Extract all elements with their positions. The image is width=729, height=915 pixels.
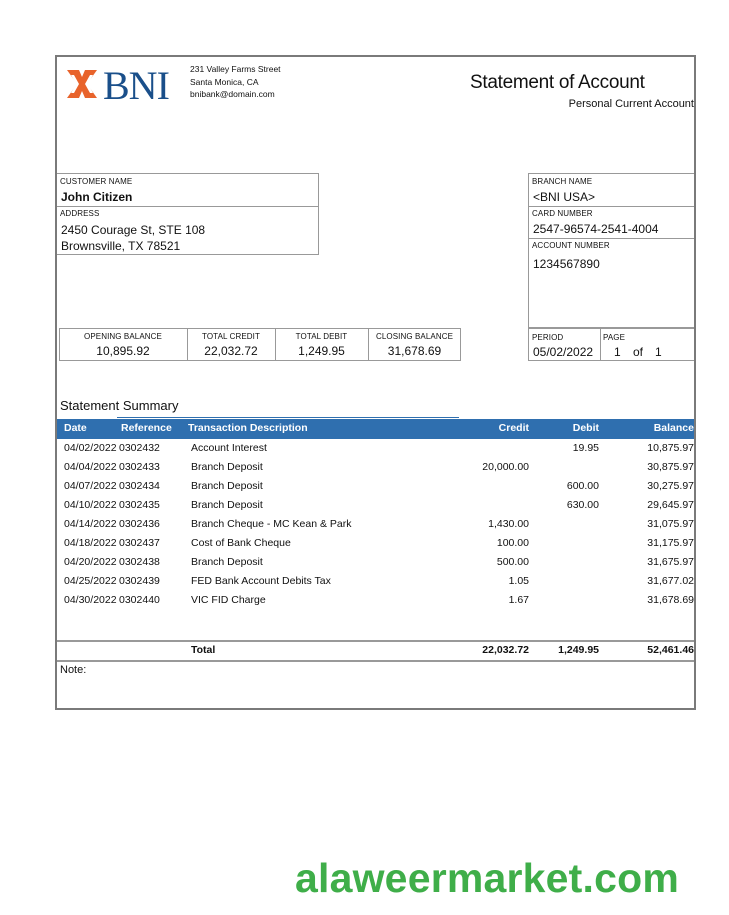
page-label: PAGE: [603, 333, 626, 342]
col-reference-header: Reference: [121, 422, 172, 434]
col-debit-header: Debit: [572, 422, 599, 434]
customer-name: John Citizen: [61, 190, 133, 204]
transactions-table-header: [57, 419, 694, 439]
row-date: 04/30/2022: [64, 594, 117, 606]
row-debit: 630.00: [566, 499, 599, 511]
total-balance-value: 52,461.46: [647, 644, 694, 656]
closing-balance-label: CLOSING BALANCE: [375, 332, 454, 341]
row-balance: 31,677.02: [647, 575, 694, 587]
total-debit-label: TOTAL DEBIT: [295, 332, 348, 341]
closing-balance: 31,678.69: [387, 344, 442, 358]
bni-logo-icon: [65, 67, 99, 101]
row-description: Branch Cheque - MC Kean & Park: [191, 518, 352, 530]
row-debit: 19.95: [572, 442, 599, 454]
row-balance: 31,678.69: [647, 594, 694, 606]
page-total: 1: [655, 345, 662, 359]
table-row: [57, 518, 694, 537]
row-reference: 0302435: [119, 499, 160, 511]
col-balance-header: Balance: [653, 422, 694, 434]
table-row: [57, 575, 694, 594]
row-balance: 10,875.97: [647, 442, 694, 454]
period-value: 05/02/2022: [533, 345, 594, 359]
row-reference: 0302438: [119, 556, 160, 568]
bank-address-line2: Santa Monica, CA: [190, 76, 259, 87]
row-debit: 600.00: [566, 480, 599, 492]
address-label: ADDRESS: [60, 209, 100, 218]
row-date: 04/20/2022: [64, 556, 117, 568]
note-label: Note:: [60, 664, 87, 676]
row-credit: 1.67: [508, 594, 529, 606]
page-current: 1: [614, 345, 621, 359]
card-number: 2547-96574-2541-4004: [533, 222, 659, 236]
row-credit: 1.05: [508, 575, 529, 587]
bank-email: bnibank@domain.com: [190, 89, 275, 99]
bank-address-line1: 231 Valley Farms Street: [190, 64, 281, 74]
account-number: 1234567890: [533, 257, 600, 271]
row-date: 04/25/2022: [64, 575, 117, 587]
row-reference: 0302433: [119, 461, 160, 473]
total-debit-value: 1,249.95: [558, 644, 599, 656]
row-date: 04/14/2022: [64, 518, 117, 530]
account-number-label: ACCOUNT NUMBER: [532, 241, 610, 250]
table-row: [57, 537, 694, 556]
row-balance: 30,875.97: [647, 461, 694, 473]
row-balance: 29,645.97: [647, 499, 694, 511]
row-date: 04/18/2022: [64, 537, 117, 549]
row-balance: 30,275.97: [647, 480, 694, 492]
statement-document: [55, 55, 696, 710]
row-description: Branch Deposit: [191, 499, 263, 511]
row-description: Branch Deposit: [191, 461, 263, 473]
row-date: 04/10/2022: [64, 499, 117, 511]
row-description: Cost of Bank Cheque: [191, 537, 291, 549]
customer-name-label: CUSTOMER NAME: [60, 177, 133, 186]
table-row: [57, 556, 694, 575]
statement-summary-title: Statement Summary: [60, 398, 179, 413]
page-of: of: [633, 345, 644, 359]
row-credit: 500.00: [496, 556, 529, 568]
table-row: [57, 480, 694, 499]
row-description: Branch Deposit: [191, 480, 263, 492]
row-reference: 0302436: [119, 518, 160, 530]
watermark-text: alaweermarket.com: [295, 855, 680, 901]
row-reference: 0302437: [119, 537, 160, 549]
customer-address-line2: Brownsville, TX 78521: [61, 239, 181, 253]
row-credit: 20,000.00: [482, 461, 529, 473]
branch-name: <BNI USA>: [533, 190, 596, 204]
table-row: [57, 442, 694, 461]
row-balance: 31,175.97: [647, 537, 694, 549]
bank-logo-text: BNI: [103, 63, 169, 108]
opening-balance-label: OPENING BALANCE: [84, 332, 162, 341]
table-row: [57, 461, 694, 480]
branch-name-label: BRANCH NAME: [532, 177, 593, 186]
table-row: [57, 594, 694, 613]
statement-title: Statement of Account: [470, 72, 645, 93]
customer-address-line1: 2450 Courage St, STE 108: [61, 223, 206, 237]
bank-address: [190, 63, 281, 101]
row-description: Account Interest: [191, 442, 267, 454]
total-credit-label: TOTAL CREDIT: [202, 332, 260, 341]
row-credit: 100.00: [496, 537, 529, 549]
bank-logo: [65, 63, 185, 108]
col-description-header: Transaction Description: [188, 422, 308, 434]
row-credit: 1,430.00: [488, 518, 529, 530]
row-balance: 31,675.97: [647, 556, 694, 568]
row-date: 04/02/2022: [64, 442, 117, 454]
row-date: 04/04/2022: [64, 461, 117, 473]
table-row: [57, 499, 694, 518]
opening-balance: 10,895.92: [96, 344, 150, 358]
row-reference: 0302432: [119, 442, 160, 454]
total-credit: 22,032.72: [204, 344, 258, 358]
card-number-label: CARD NUMBER: [532, 209, 593, 218]
statement-subtitle: Personal Current Account: [568, 98, 694, 110]
row-reference: 0302439: [119, 575, 160, 587]
total-debit: 1,249.95: [298, 344, 345, 358]
row-reference: 0302440: [119, 594, 160, 606]
row-description: FED Bank Account Debits Tax: [191, 575, 331, 587]
col-credit-header: Credit: [498, 422, 529, 434]
row-date: 04/07/2022: [64, 480, 117, 492]
row-balance: 31,075.97: [647, 518, 694, 530]
row-reference: 0302434: [119, 480, 160, 492]
col-date-header: Date: [64, 422, 87, 434]
row-description: Branch Deposit: [191, 556, 263, 568]
total-credit-value: 22,032.72: [482, 644, 529, 656]
period-label: PERIOD: [532, 333, 564, 342]
total-label: Total: [191, 644, 216, 656]
row-description: VIC FID Charge: [191, 594, 266, 606]
